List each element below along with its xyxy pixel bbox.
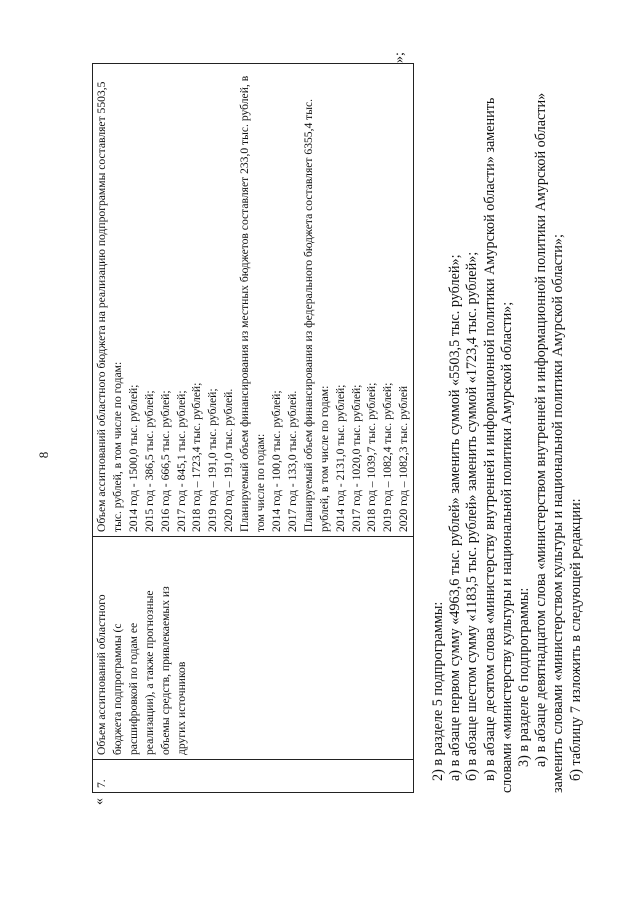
value-line: Планируемый объем финансирования из федерального бюджета составляет 6355,4 тыс. <box>301 98 315 532</box>
value-line: том числе по годам: <box>254 433 268 532</box>
value-line: 2014 год - 100,0 тыс. рублей; <box>269 390 283 532</box>
paragraph: б) в абзаце шестом сумму «1183,5 тыс. рублей» заменить суммой «1723,4 тыс. рублей»; <box>464 251 481 781</box>
value-line: 2018 год – 1723,4 тыс. рублей; <box>190 382 204 532</box>
paragraph: 2) в разделе 5 подпрограммы: <box>430 601 446 781</box>
row-number: 7. <box>93 760 414 793</box>
value-line: 2018 год – 1039,7 тыс. рублей; <box>365 382 379 532</box>
value-line: Объем ассигнований областного бюджета на реализацию подпрограммы составляет 5503,5 <box>95 81 108 532</box>
value-line: 2015 год - 386,5 тыс. рублей; <box>142 390 156 532</box>
value-line: рублей, в том числе по годам: <box>317 385 331 532</box>
value-line: 2017 год - 1020,0 тыс. рублей; <box>349 384 363 532</box>
paragraph: а) в абзаце первом сумму «4963,6 тыс. рублей» заменить суммой «5503,5 тыс. рублей»; <box>447 254 464 781</box>
row-label <box>93 537 414 760</box>
value-line: 2020 год – 191,0 тыс. рублей. <box>222 388 236 532</box>
value-line: 2017 год - 133,0 тыс. рублей. <box>285 390 299 532</box>
amendment-text <box>430 33 585 793</box>
label-line: объемы средств, привлекаемых из <box>158 586 172 755</box>
value-line: 2019 год – 1082,4 тыс. рублей; <box>381 382 395 532</box>
value-line: 2020 год – 1082,3 тыс. рублей <box>397 385 411 532</box>
label-line: Объем ассигнований областного <box>95 594 108 755</box>
value-line: 2019 год – 191,0 тыс. рублей; <box>206 388 220 532</box>
paragraph: а) в абзаце девятнадцатом слова «министерством внутренней и информационной политики Амурской области» <box>533 92 550 767</box>
paragraph: б) таблицу 7 изложить в следующей редакции: <box>567 498 584 781</box>
paragraph: словами «министерству культуры и национальной политики Амурской области»; <box>498 301 515 793</box>
value-line: 2016 год - 666,5 тыс. рублей; <box>158 390 172 532</box>
label-line: других источников <box>174 661 188 755</box>
page-number: 8 <box>36 451 51 459</box>
passport-table <box>92 63 414 793</box>
value-line: тыс. рублей, в том числе по годам: <box>110 361 124 532</box>
value-line: 2017 год - 845,1 тыс. рублей; <box>174 390 188 532</box>
closing-quote: »; <box>392 52 407 63</box>
value-line: 2014 год - 2131,0 тыс. рублей; <box>333 384 347 532</box>
label-line: расшифровкой по годам ее <box>126 622 140 755</box>
value-line: 2014 год - 1500,0 тыс. рублей; <box>126 384 140 532</box>
paragraph: заменить словами «министерством культуры и национальной политики Амурской области»; <box>550 234 567 793</box>
row-value <box>93 64 414 537</box>
label-line: бюджета подпрограммы (с <box>110 623 124 755</box>
table-row <box>93 64 414 793</box>
opening-quote: « <box>92 798 107 805</box>
paragraph: 3) в разделе 6 подпрограммы: <box>516 587 533 767</box>
paragraph: в) в абзаце десятом слова «министерству внутренней и информационной политики Амурской области» заменить <box>481 97 498 781</box>
label-line: реализации), а также прогнозные <box>142 590 156 755</box>
value-line: Планируемый объем финансирования из местных бюджетов составляет 233,0 тыс. рублей, в <box>238 75 252 532</box>
